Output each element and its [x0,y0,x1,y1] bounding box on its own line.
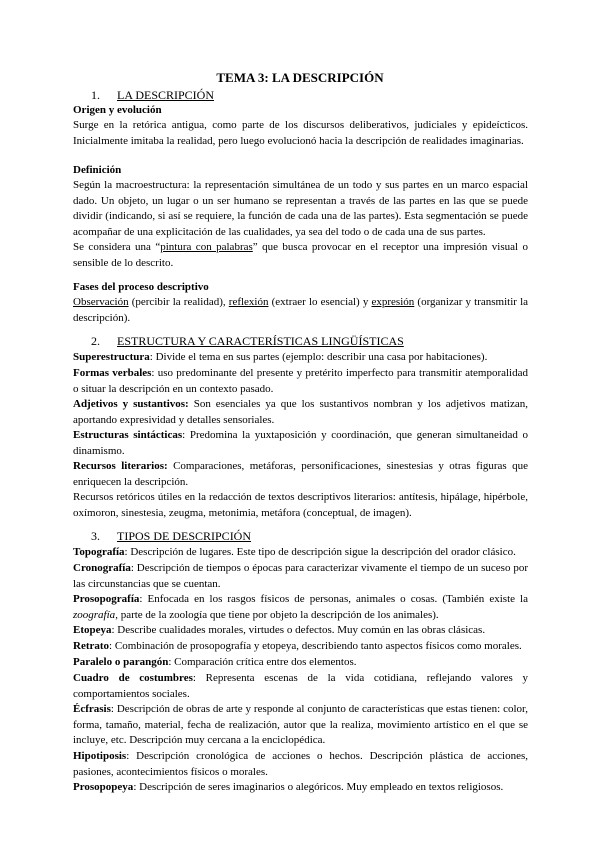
definicion-subheading: Definición [73,164,122,176]
s3-term: Topografía [73,546,125,558]
section-1-heading [73,88,528,104]
s2-item-estructuras [73,428,528,459]
pintura-pre: Se considera una “ [73,241,161,253]
fase-observacion-desc: (percibir la realidad), [128,296,229,308]
s3-term: Cuadro de costumbres [73,672,193,684]
origen-paragraph: Surge en la retórica antigua, como parte de los discursos deliberativos, judiciales y epideícticos. Inicialmente imitaba la realidad, pero luego evolucionó hacia la descripción de realidades imaginarias. [73,119,528,147]
fase-observacion: Observación [73,296,129,308]
s2-item-formas-verbales [73,366,528,397]
s3-item-retrato [73,639,528,655]
s3-term: Prosopopeya [73,781,134,793]
s2-term: Superestructura [73,351,150,363]
pintura-paragraph [73,240,528,271]
s2-term: Recursos literarios: [73,460,168,472]
origen-subheading: Origen y evolución [73,104,162,116]
s3-term: Cronografía [73,562,131,574]
s3-term: Paralelo o parangón [73,656,169,668]
section-3-number: 3. [91,529,100,543]
page-title: TEMA 3: LA DESCRIPCIÓN [216,70,384,85]
s3-text: : Descripción de lugares. Este tipo de descripción sigue la descripción del orador clásico. [124,546,516,558]
pintura-post: ” que busca provocar en el receptor una impresión visual o sensible de lo descrito. [73,241,529,269]
s3-text: : Descripción de tiempos o épocas para caracterizar vivamente el tiempo de un suceso por las circunstancias que se cuentan. [73,562,528,590]
s3-text: : Comparación crítica entre dos elementos. [168,656,357,668]
s3-text: : Enfocada en los rasgos físicos de personas, animales o cosas. (También existe la [139,593,528,605]
s2-text: : uso predominante del presente y pretérito imperfecto para transmitir atemporalidad o situar la descripción en un contexto pasado. [73,367,528,395]
s3-item-hipotiposis [73,749,528,780]
s3-item-paralelo [73,655,528,671]
fases-subheading: Fases del proceso descriptivo [73,281,209,293]
section-2-number: 2. [91,334,100,348]
section-3-title: TIPOS DE DESCRIPCIÓN [117,529,252,543]
s3-item-topografia [73,545,528,561]
s3-term: Etopeya [73,624,112,636]
s3-item-prosopopeya [73,780,528,796]
s3-term: Écfrasis [73,703,111,715]
s3-text: : Descripción de obras de arte y responde al conjunto de características que estas tienen: color, forma, tamaño, material, fecha de realización, autor que la realiza, movimiento artístico en el que se incluye, etc. Descripción muy cercana a la enciclopédica. [73,703,528,747]
section-1-number: 1. [91,88,100,102]
s2-item-adjetivos [73,397,528,428]
fase-expresion-desc: (organizar y transmitir la descripción). [73,296,529,324]
s3-italic: zoografía [73,608,116,621]
s3-term: Retrato [73,640,110,652]
fase-expresion: expresión [371,296,415,308]
s3-item-cuadro-costumbres [73,671,528,702]
s3-item-ecfrasis [73,702,528,749]
s2-item-superestructura [73,350,528,366]
section-2-heading [73,334,528,350]
s3-text: : Descripción cronológica de acciones o hechos. Descripción plástica de acciones, pasiones, acontecimientos físicos o morales. [73,750,528,778]
s2-term: Estructuras sintácticas [73,429,183,441]
s2-text: Son esenciales ya que los sustantivos nombran y los adjetivos matizan, aportando expresividad y detalles sensoriales. [73,398,529,426]
s3-text: : Representa escenas de la vida cotidiana, reflejando valores y comportamientos sociales. [73,672,528,700]
fase-reflexion-desc: (extraer lo esencial) y [268,296,372,308]
s3-item-cronografia [73,561,528,592]
s3-text: : Combinación de prosopografía y etopeya, describiendo tanto aspectos físicos como morales. [109,640,522,652]
s2-recursos-retoricos: Recursos retóricos útiles en la redacción de textos descriptivos literarios: antítesis, hipálage, hipérbole, oxímoron, sinestesia, zeugma, metonimia, metáfora (conceptual, de imagen). [73,491,528,519]
section-1-title: LA DESCRIPCIÓN [117,88,215,102]
section-3-heading [73,529,528,545]
s2-term: Formas verbales [73,367,152,379]
pintura-term: pintura con palabras [160,241,253,253]
s2-text: Comparaciones, metáforas, personificaciones, sinestesias y otras figuras que enriquecen la descripción. [73,460,528,488]
s3-term: Hipotiposis [73,750,127,762]
definicion-paragraph: Según la macroestructura: la representación simultánea de un todo y sus partes en un marco espacial dado. Un objeto, un lugar o un ser humano se representan a través de las partes en las que se puede dividir (indicando, si así se requiere, la función de cada una de las partes). Esta segmentación se puede acompañar de una explicitación de las cualidades, ya sea del todo o de cada una de sus partes. [73,179,528,238]
section-2-title: ESTRUCTURA Y CARACTERÍSTICAS LINGÜÍSTICAS [117,334,404,348]
s2-text: : Divide el tema en sus partes (ejemplo: describir una casa por habitaciones). [149,351,488,363]
s2-term: Adjetivos y sustantivos: [73,398,189,410]
s2-text: : Predomina la yuxtaposición y coordinación, que generan simultaneidad o dinamismo. [73,429,528,457]
s3-item-etopeya [73,623,528,639]
s3-term: Prosopografía [73,593,140,605]
fases-paragraph [73,295,528,326]
fase-reflexion: reflexión [228,296,269,308]
s3-text2: , parte de la zoología que tiene por objeto la descripción de los animales). [115,608,439,621]
s3-item-prosopografia [73,592,528,623]
s2-item-recursos-literarios [73,459,528,490]
s3-text: : Describe cualidades morales, virtudes o defectos. Muy común en las obras clásicas. [111,624,486,636]
s3-text: : Descripción de seres imaginarios o alegóricos. Muy empleado en textos religiosos. [133,781,504,793]
